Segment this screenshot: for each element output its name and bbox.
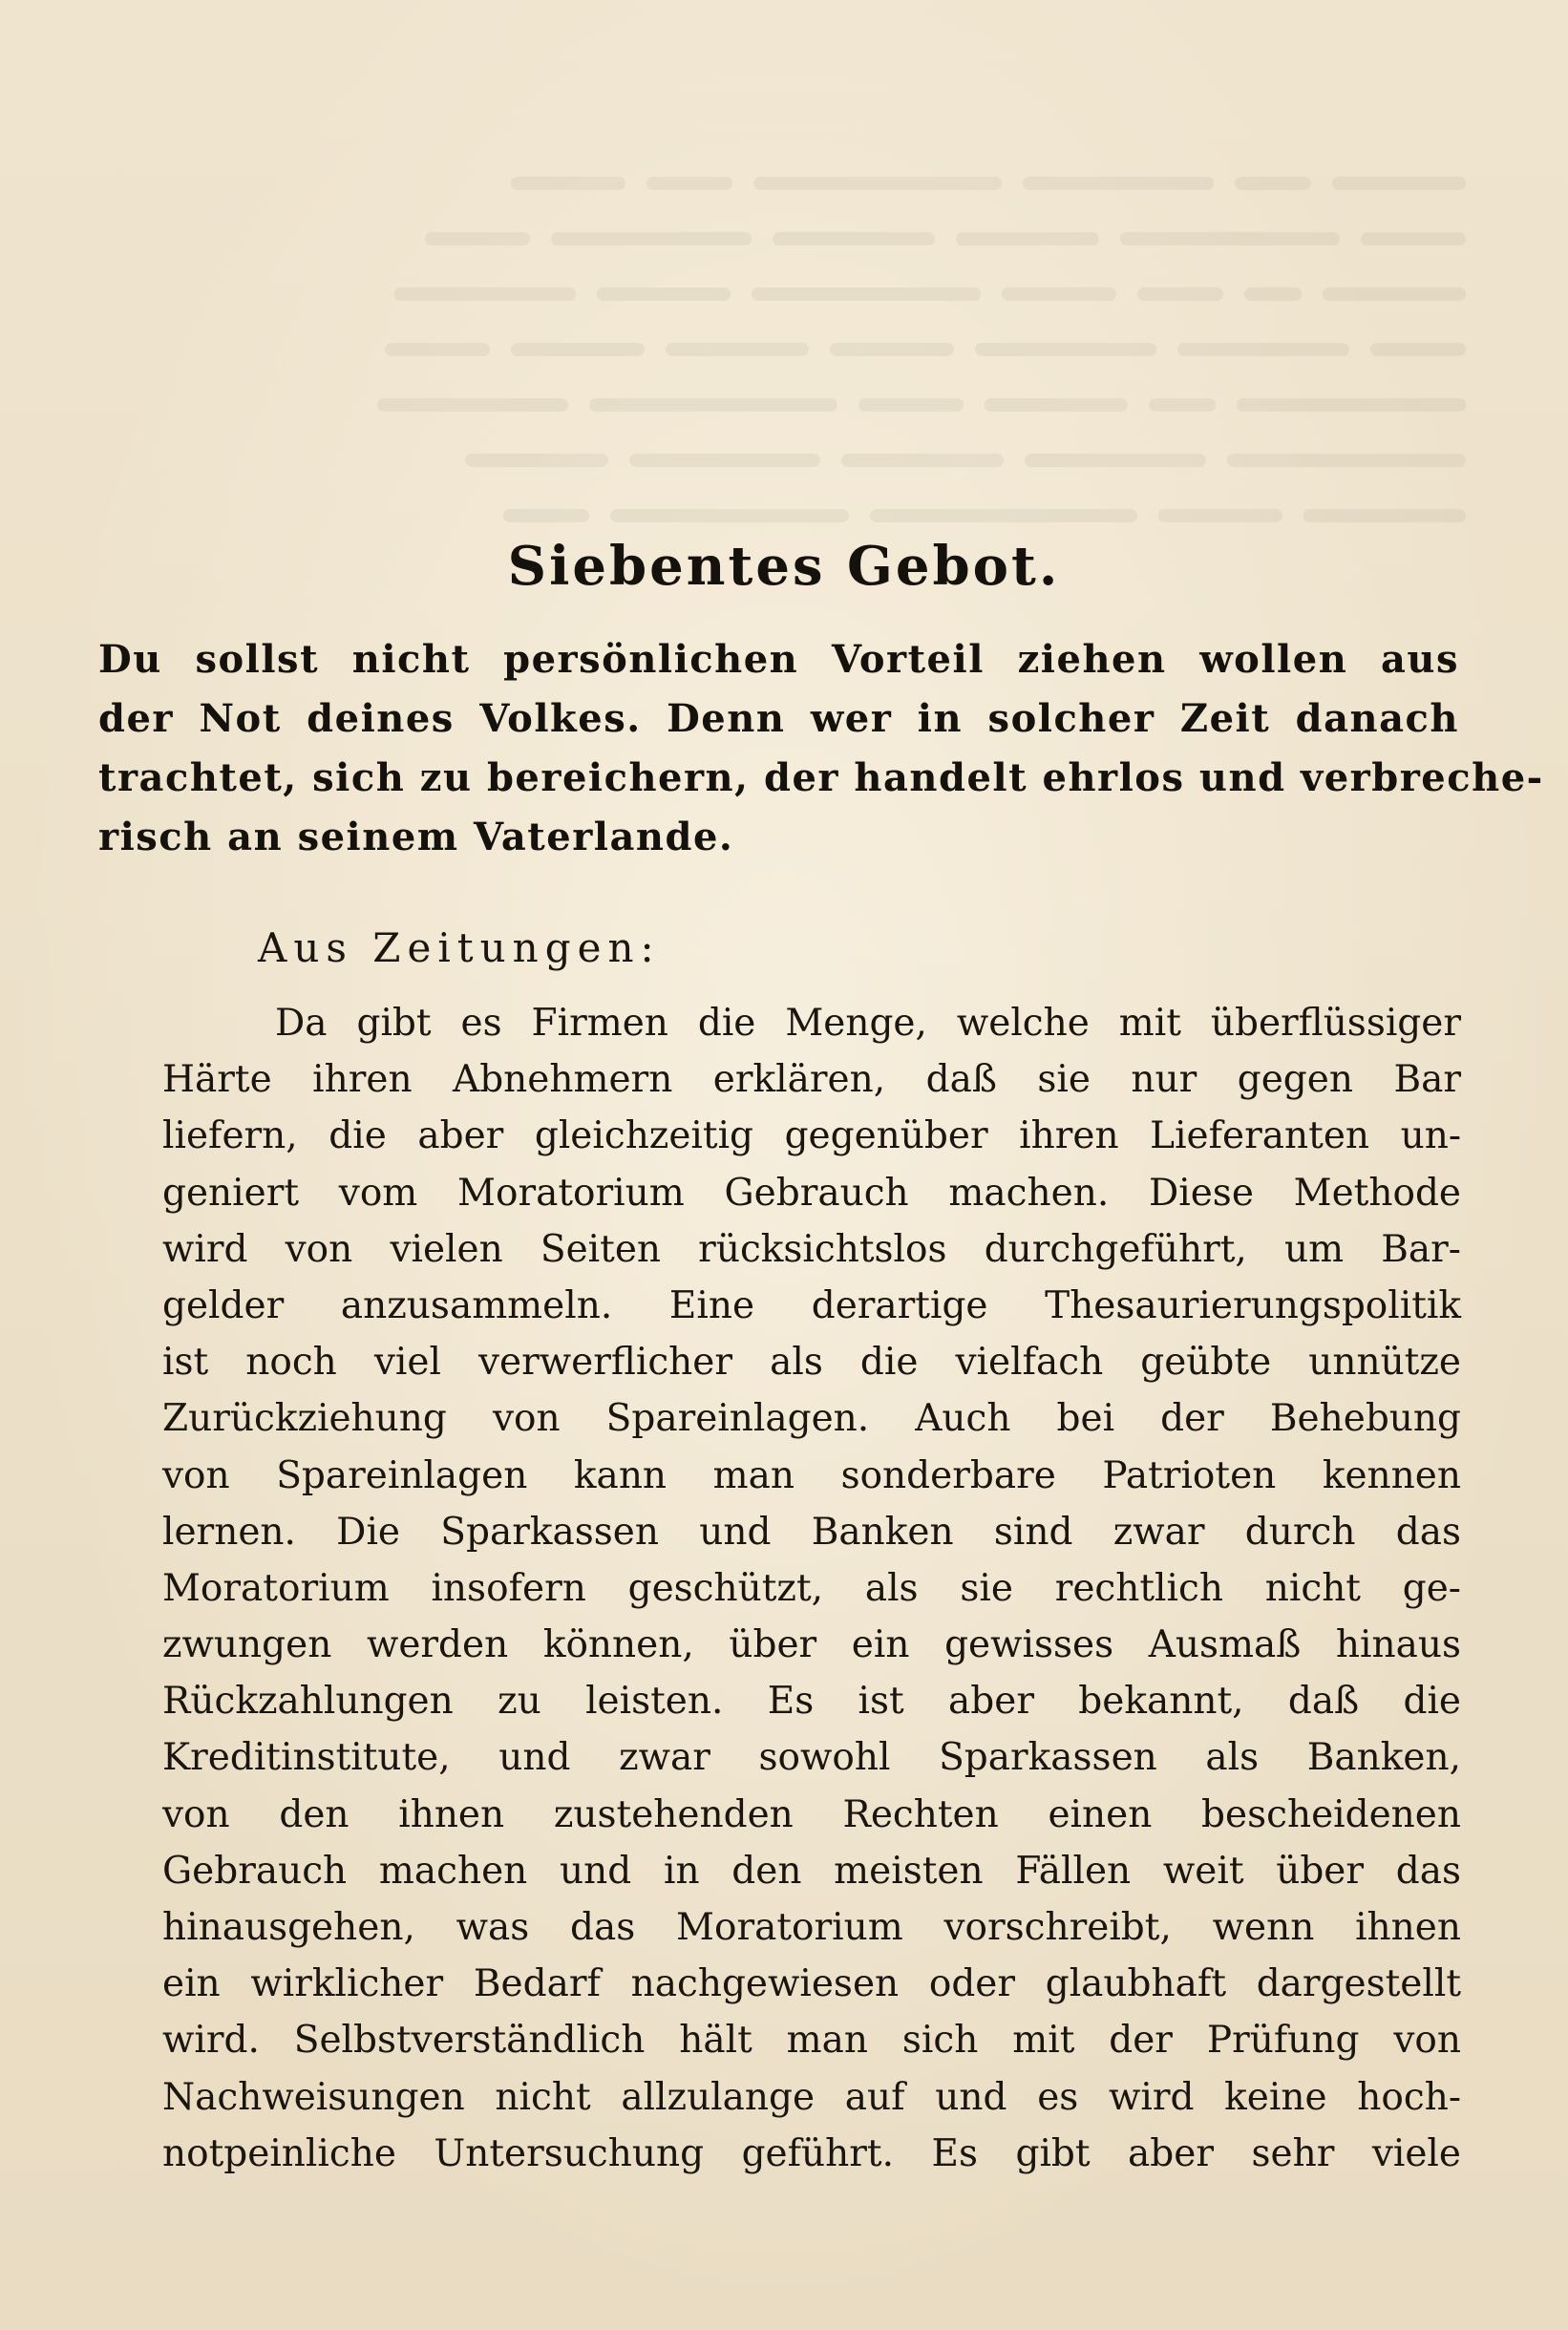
- body-line: geniert vom Moratorium Gebrauch machen. Diese Methode: [162, 1171, 1461, 1215]
- body-line: liefern, die aber gleichzeitig gegenüber ihren Lieferanten un-: [162, 1114, 1461, 1158]
- body-line: ist noch viel verwerflicher als die vielfach geübte unnütze: [162, 1341, 1461, 1385]
- body-line: wird. Selbstverständlich hält man sich mit der Prüfung von: [162, 2019, 1461, 2063]
- body-line: von den ihnen zustehenden Rechten einen bescheidenen: [162, 1792, 1461, 1836]
- body-line: Kreditinstitute, und zwar sowohl Sparkassen als Banken,: [162, 1736, 1461, 1780]
- commandment-line: risch an seinem Vaterlande.: [98, 815, 734, 859]
- body-line: Härte ihren Abnehmern erklären, daß sie nur gegen Bar: [162, 1058, 1461, 1102]
- body-line: Rückzahlungen zu leisten. Es ist aber bekannt, daß die: [162, 1680, 1461, 1724]
- body-line: Zurückziehung von Spareinlagen. Auch bei der Behebung: [162, 1397, 1461, 1441]
- body-line: wird von vielen Seiten rücksichtslos durchgeführt, um Bar-: [162, 1227, 1461, 1271]
- body-line: Gebrauch machen und in den meisten Fällen weit über das: [162, 1849, 1461, 1893]
- body-line: von Spareinlagen kann man sonderbare Patrioten kennen: [162, 1453, 1461, 1497]
- body-line: zwungen werden können, über ein gewisses Ausmaß hinaus: [162, 1623, 1461, 1667]
- bleed-through-text: [91, 153, 1466, 540]
- body-line: Nachweisungen nicht allzulange auf und es wird keine hoch-: [162, 2075, 1461, 2119]
- commandment-line: trachtet, sich zu bereichern, der handelt ehrlos und verbreche-: [98, 755, 1544, 800]
- body-line: ein wirklicher Bedarf nachgewiesen oder glaubhaft dargestellt: [162, 1962, 1461, 2006]
- body-line: Da gibt es Firmen die Menge, welche mit überflüssiger: [275, 1002, 1461, 1045]
- chapter-title: Siebentes Gebot.: [507, 535, 1061, 598]
- commandment-line: der Not deines Volkes. Denn wer in solcher Zeit danach: [98, 696, 1459, 741]
- body-line: notpeinliche Untersuchung geführt. Es gibt aber sehr viele: [162, 2131, 1461, 2175]
- body-line: hinausgehen, was das Moratorium vorschreibt, wenn ihnen: [162, 1906, 1461, 1949]
- commandment-line: Du sollst nicht persönlichen Vorteil ziehen wollen aus: [98, 637, 1459, 682]
- body-line: gelder anzusammeln. Eine derartige Thesaurierungspolitik: [162, 1283, 1461, 1327]
- section-heading: Aus Zeitungen:: [258, 924, 661, 971]
- body-paragraph: [162, 995, 1461, 2182]
- commandment-text: [98, 630, 1544, 867]
- body-line: lernen. Die Sparkassen und Banken sind zwar durch das: [162, 1510, 1461, 1554]
- body-line: Moratorium insofern geschützt, als sie rechtlich nicht ge-: [162, 1566, 1461, 1610]
